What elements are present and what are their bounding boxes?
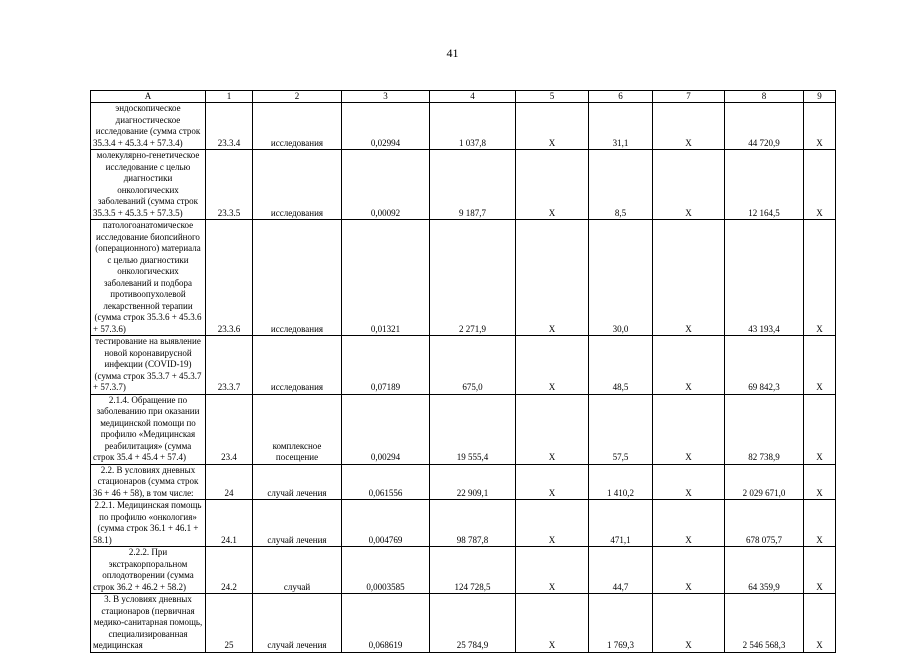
row-value-6: 44,7 — [589, 547, 653, 594]
table-body — [91, 103, 836, 653]
row-description: патологоанатомическое исследование биопсийного (операционного) материала с целью диагностики онкологических заболеваний и подбора противоопухолевой лекарственной терапии (сумма строк 35.3.6 + 45.3.6 + 57.3.6) — [91, 220, 206, 336]
row-value-4: 25 784,9 — [430, 594, 516, 653]
row-unit: случай лечения — [253, 464, 342, 500]
row-value-5: Х — [516, 150, 589, 220]
row-value-7: Х — [653, 547, 725, 594]
header-cell-6: 6 — [589, 91, 653, 103]
row-value-4: 675,0 — [430, 336, 516, 395]
row-value-7: Х — [653, 594, 725, 653]
row-value-6: 57,5 — [589, 394, 653, 464]
row-value-5: Х — [516, 394, 589, 464]
row-value-3: 0,07189 — [342, 336, 430, 395]
row-value-8: 82 738,9 — [725, 394, 804, 464]
row-description: молекулярно-генетическое исследование с целью диагностики онкологических заболеваний (сумма строк 35.3.5 + 45.3.5 + 57.3.5) — [91, 150, 206, 220]
row-description: 3. В условиях дневных стационаров (первичная медико-санитарная помощь, специализированная медицинская — [91, 594, 206, 653]
table-row — [91, 394, 836, 464]
row-value-9: Х — [804, 220, 836, 336]
row-value-8: 678 075,7 — [725, 500, 804, 547]
row-value-5: Х — [516, 500, 589, 547]
row-value-5: Х — [516, 464, 589, 500]
row-value-6: 8,5 — [589, 150, 653, 220]
row-value-8: 2 029 671,0 — [725, 464, 804, 500]
row-number: 24.2 — [206, 547, 253, 594]
row-description: 2.2. В условиях дневных стационаров (сумма строк 36 + 46 + 58), в том числе: — [91, 464, 206, 500]
row-number: 23.3.5 — [206, 150, 253, 220]
row-value-3: 0,00294 — [342, 394, 430, 464]
row-value-9: Х — [804, 464, 836, 500]
row-value-9: Х — [804, 500, 836, 547]
row-value-9: Х — [804, 150, 836, 220]
row-value-7: Х — [653, 464, 725, 500]
table-row — [91, 500, 836, 547]
header-row — [91, 91, 836, 103]
row-value-6: 31,1 — [589, 103, 653, 150]
row-value-7: Х — [653, 394, 725, 464]
row-value-8: 2 546 568,3 — [725, 594, 804, 653]
row-value-7: Х — [653, 500, 725, 547]
row-value-8: 43 193,4 — [725, 220, 804, 336]
row-value-3: 0,02994 — [342, 103, 430, 150]
row-value-5: Х — [516, 220, 589, 336]
header-cell-a: А — [91, 91, 206, 103]
row-unit: исследования — [253, 220, 342, 336]
row-value-4: 2 271,9 — [430, 220, 516, 336]
header-cell-8: 8 — [725, 91, 804, 103]
row-value-7: Х — [653, 150, 725, 220]
row-value-6: 30,0 — [589, 220, 653, 336]
row-description: 2.2.2. При экстракорпоральном оплодотворении (сумма строк 36.2 + 46.2 + 58.2) — [91, 547, 206, 594]
row-value-5: Х — [516, 547, 589, 594]
header-cell-3: 3 — [342, 91, 430, 103]
data-table — [90, 90, 836, 653]
row-description: тестирование на выявление новой коронавирусной инфекции (COVID-19) (сумма строк 35.3.7 + 45.3.7 + 57.3.7) — [91, 336, 206, 395]
row-value-3: 0,0003585 — [342, 547, 430, 594]
table-row — [91, 464, 836, 500]
row-value-8: 12 164,5 — [725, 150, 804, 220]
row-value-7: Х — [653, 220, 725, 336]
row-value-5: Х — [516, 103, 589, 150]
row-value-4: 9 187,7 — [430, 150, 516, 220]
row-value-3: 0,00092 — [342, 150, 430, 220]
row-description: 2.2.1. Медицинская помощь по профилю «онкология» (сумма строк 36.1 + 46.1 + 58.1) — [91, 500, 206, 547]
row-value-8: 44 720,9 — [725, 103, 804, 150]
row-value-9: Х — [804, 547, 836, 594]
row-unit: случай лечения — [253, 594, 342, 653]
row-value-8: 69 842,3 — [725, 336, 804, 395]
table-row — [91, 594, 836, 653]
row-value-6: 1 769,3 — [589, 594, 653, 653]
table-row — [91, 220, 836, 336]
row-unit: исследования — [253, 103, 342, 150]
header-cell-1: 1 — [206, 91, 253, 103]
row-unit: исследования — [253, 150, 342, 220]
row-number: 23.3.6 — [206, 220, 253, 336]
row-number: 24 — [206, 464, 253, 500]
header-cell-7: 7 — [653, 91, 725, 103]
table-row — [91, 103, 836, 150]
row-description: эндоскопическое диагностическое исследование (сумма строк 35.3.4 + 45.3.4 + 57.3.4) — [91, 103, 206, 150]
row-value-8: 64 359,9 — [725, 547, 804, 594]
row-unit: комплексное посещение — [253, 394, 342, 464]
row-unit: случай лечения — [253, 500, 342, 547]
row-value-5: Х — [516, 336, 589, 395]
header-cell-5: 5 — [516, 91, 589, 103]
row-value-9: Х — [804, 394, 836, 464]
row-description: 2.1.4. Обращение по заболеванию при оказании медицинской помощи по профилю «Медицинская реабилитация» (сумма строк 35.4 + 45.4 + 57.4) — [91, 394, 206, 464]
header-cell-4: 4 — [430, 91, 516, 103]
row-value-4: 22 909,1 — [430, 464, 516, 500]
row-value-6: 471,1 — [589, 500, 653, 547]
row-value-4: 124 728,5 — [430, 547, 516, 594]
table-row — [91, 336, 836, 395]
row-value-6: 48,5 — [589, 336, 653, 395]
row-number: 25 — [206, 594, 253, 653]
table-row — [91, 547, 836, 594]
header-cell-2: 2 — [253, 91, 342, 103]
row-value-7: Х — [653, 103, 725, 150]
row-value-4: 98 787,8 — [430, 500, 516, 547]
row-value-9: Х — [804, 594, 836, 653]
row-number: 23.3.7 — [206, 336, 253, 395]
row-number: 23.4 — [206, 394, 253, 464]
row-value-5: Х — [516, 594, 589, 653]
row-value-6: 1 410,2 — [589, 464, 653, 500]
row-number: 23.3.4 — [206, 103, 253, 150]
row-value-7: Х — [653, 336, 725, 395]
row-value-3: 0,061556 — [342, 464, 430, 500]
row-unit: исследования — [253, 336, 342, 395]
header-cell-9: 9 — [804, 91, 836, 103]
row-unit: случай — [253, 547, 342, 594]
page-number: 41 — [446, 46, 459, 60]
table-row — [91, 150, 836, 220]
row-value-3: 0,01321 — [342, 220, 430, 336]
row-value-3: 0,004769 — [342, 500, 430, 547]
row-value-4: 19 555,4 — [430, 394, 516, 464]
row-value-3: 0,068619 — [342, 594, 430, 653]
row-value-9: Х — [804, 103, 836, 150]
row-value-4: 1 037,8 — [430, 103, 516, 150]
row-number: 24.1 — [206, 500, 253, 547]
row-value-9: Х — [804, 336, 836, 395]
